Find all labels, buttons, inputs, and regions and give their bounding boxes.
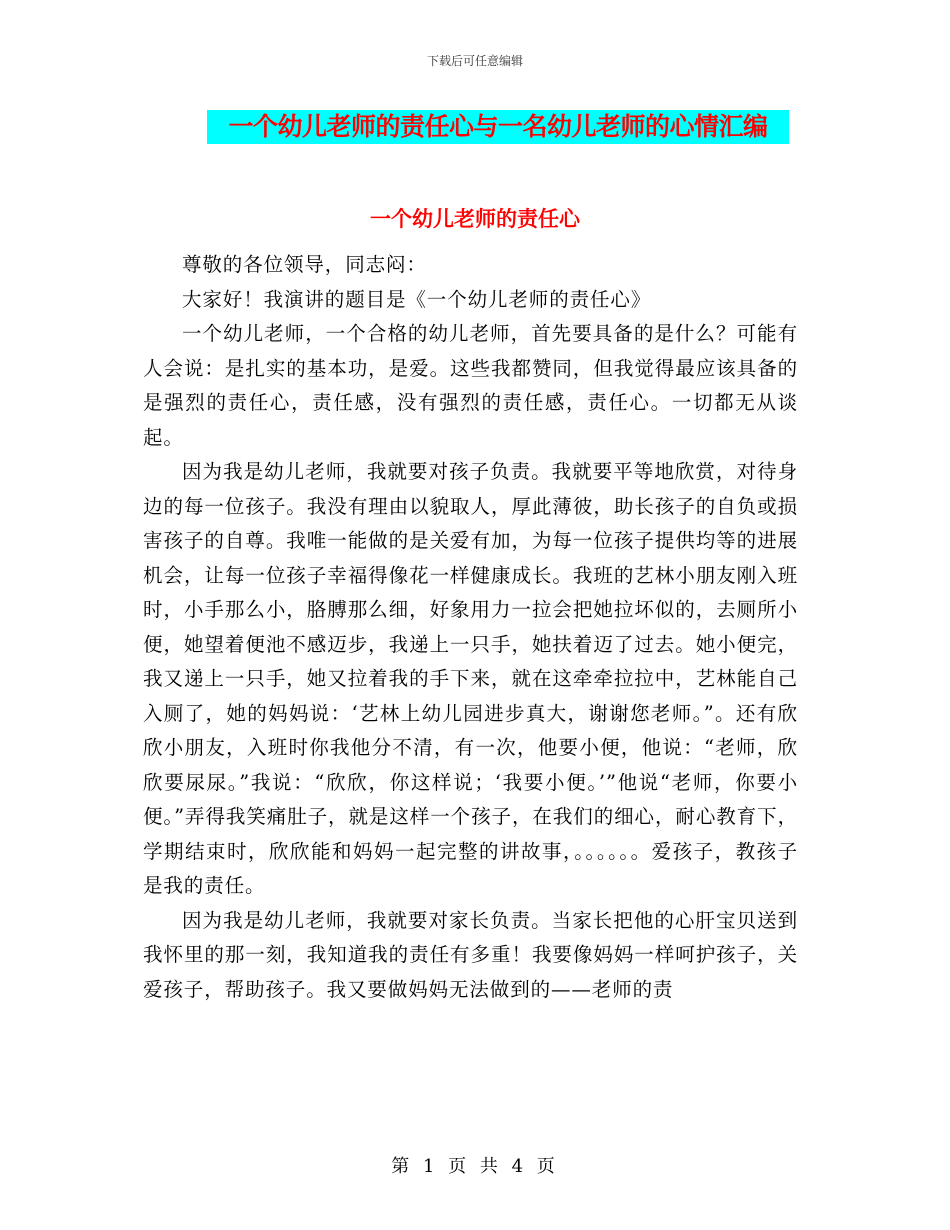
- page-header: 下载后可任意编辑: [426, 54, 523, 68]
- page-number-footer: 第 1 页 共 4 页: [391, 1156, 559, 1177]
- paragraph-greeting: 大家好！我演讲的题目是《一个幼儿老师的责任心》: [182, 287, 652, 311]
- paragraph: 因为我是幼儿老师，我就要对孩子负责。我就要平等地欣赏，对待身边的每一位孩子。我没有理由以貌取人，厚此薄彼，助长孩子的自负或损害孩子的自尊。我唯一能做的是关爱有加，为每一位孩子提供均等的进展机会，让每一位孩子幸福得像花一样健康成长。我班的艺林小朋友刚入班时，小手那么小，胳膊那么细，好象用力一拉会把她拉坏似的，去厕所小便，她望着便池不感迈步，我递上一只手，她扶着迈了过去。她小便完，我又递上一只手，她又拉着我的手下来，就在这牵牵拉拉中，艺林能自己入厕了，她的妈妈说：‘艺林上幼儿园进步真大，谢谢您老师。”。还有欣欣小朋友，入班时你我他分不清，有一次，他要小便，他说：“老师，欣欣要尿尿。”我说：“欣欣，你这样说；‘我要小便。’”他说“老师，你要小便。”弄得我笑痛肚子，就是这样一个孩子，在我们的细心，耐心教育下，学期结束时，欣欣能和妈妈一起完整的讲故事，。。。。。。爱孩子，教孩子是我的责任。: [143, 460, 798, 897]
- paragraph: 一个幼儿老师，一个合格的幼儿老师，首先要具备的是什么？可能有人会说：是扎实的基本功，是爱。这些我都赞同，但我觉得最应该具备的是强烈的责任心，责任感，没有强烈的责任感，责任心。一切都无从谈起。: [143, 322, 798, 449]
- document-title-highlight: [207, 110, 789, 144]
- document-title: 一个幼儿老师的责任心与一名幼儿老师的心情汇编: [228, 112, 768, 141]
- document-body: [143, 248, 798, 1007]
- paragraph: 因为我是幼儿老师，我就要对家长负责。当家长把他的心肝宝贝送到我怀里的那一刻，我知道我的责任有多重！我要像妈妈一样呵护孩子，关爱孩子，帮助孩子。我又要做妈妈无法做到的——老师的责: [143, 908, 798, 1001]
- section-title: 一个幼儿老师的责任心: [370, 207, 580, 231]
- paragraph-salutation: 尊敬的各位领导，同志闷：: [182, 253, 427, 276]
